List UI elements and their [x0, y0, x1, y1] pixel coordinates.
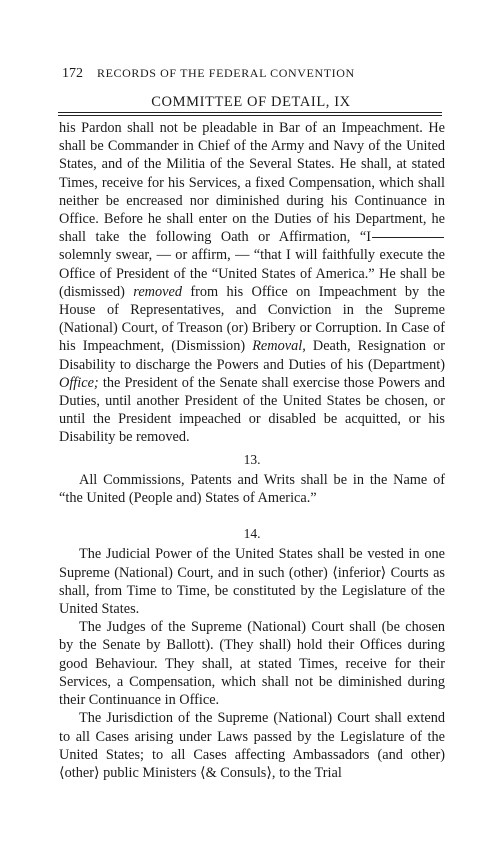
running-title: RECORDS OF THE FEDERAL CONVENTION — [97, 66, 355, 80]
paragraph-jurisdiction: The Jurisdiction of the Supreme (National) Court shall extend to all Cases arising under Laws passed by the Legislature of the United States; to all Cases affecting Ambassadors (and other) ⟨other⟩ public Ministers ⟨& Consuls⟩, to the Trial — [59, 710, 445, 781]
page-number: 172 — [62, 66, 83, 81]
header-rule-thin — [58, 115, 442, 116]
section-number-13: 13. — [243, 451, 261, 467]
text-run: from his Office on Impeachment by the House of Representatives, and Conviction in the Supreme (National) Court, of Treason (or) Bribery or Corruption. In Case of his Impeachment, (Dismission) — [59, 283, 446, 355]
paragraph-commissions: All Commissions, Patents and Writs shall be in the Name of “the United (People and) States of America.” — [59, 471, 445, 507]
italic-run: Office; — [59, 374, 99, 391]
oath-blank — [372, 237, 444, 238]
italic-run: removed — [133, 283, 182, 300]
italic-run: Removal, — [252, 338, 306, 355]
paragraph-judges: The Judges of the Supreme (National) Court shall (be chosen by the Senate by Ballott). (They shall) hold their Offices during good Behaviour. They shall, at stated Times, receive for their Services, a Compensation, which shall not be diminished during their Continuance in Office. — [59, 619, 445, 709]
section-title: COMMITTEE OF DETAIL, IX — [151, 94, 351, 110]
header-rule-thick — [58, 112, 442, 113]
text-run: his Pardon shall not be pleadable in Bar of an Impeachment. He shall be Commander in Chief of the Army and Navy of the United States, and of the Militia of the Several States. He shall, at stated Times, receive for his Services, a fixed Compensation, which shall neither be encreased nor diminished during his Continuance in Office. Before he shall enter on the Duties of his Department, he shall take the following Oath or Affirmation, “I — [59, 120, 445, 246]
text-run: the President of the Senate shall exercise those Powers and Duties, until another President of the United States be chosen, or until the President impeached or disabled be acquitted, or his Disability be removed. — [59, 374, 445, 446]
text-run: solemnly swear, — or affirm, — “that I will faithfully execute the Office of President of the “United States of America.” He shall be (dismissed) — [59, 247, 445, 300]
text-run: Death, Resignation or Disability to discharge the Powers and Duties of his (Department) — [59, 338, 445, 373]
paragraph-president — [59, 119, 445, 447]
body-text — [59, 119, 445, 782]
spacer — [59, 507, 445, 521]
paragraph-judicial-power: The Judicial Power of the United States shall be vested in one Supreme (National) Court, and in such (other) ⟨inferior⟩ Courts as shall, from Time to Time, be constituted by the Legislature of the United States. — [59, 546, 445, 618]
running-head — [62, 66, 442, 82]
section-number-14: 14. — [243, 526, 261, 542]
